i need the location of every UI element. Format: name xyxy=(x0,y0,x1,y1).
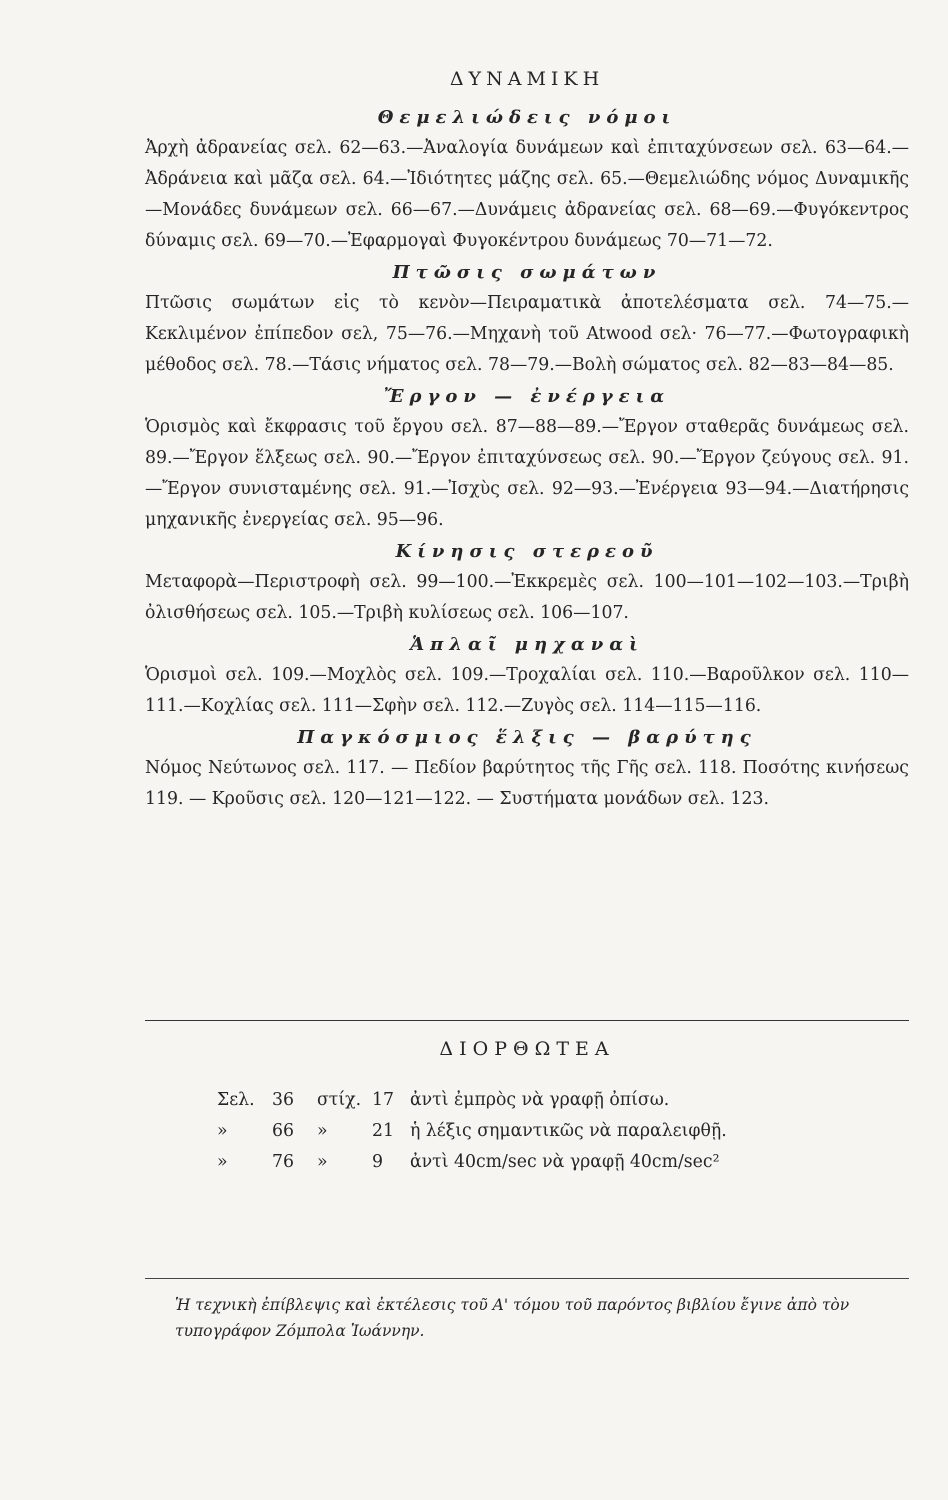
section-body: Μεταφορὰ—Περιστροφὴ σελ. 99—100.—Ἐκκρεμὲς σελ. 100—101—102—103.—Τριβὴ ὀλισθήσεως σελ. 105.—Τριβὴ κυλίσεως σελ. 106—107. xyxy=(145,572,909,623)
section-heading: Ἁπλαῖ μηχαναὶ xyxy=(410,634,644,655)
errata-page-label: » xyxy=(217,1152,228,1172)
section-heading: Θεμελιώδεις νόμοι xyxy=(377,107,677,128)
section-body: Ἀρχὴ ἀδρανείας σελ. 62—63.—Ἀναλογία δυνάμεων καὶ ἐπιταχύνσεων σελ. 63—64.—Ἀδράνεια καὶ μᾶζα σελ. 64.—Ἰδιότητες μάζης σελ. 65.—Θεμελιώδης νόμος Δυναμικῆς—Μονάδες δυνάμεων σελ. 66—67.—Δυνάμεις ἀδρανείας σελ. 68—69.—Φυγόκεντρος δύναμις σελ. 69—70.—Ἐφαρμογαὶ Φυγοκέντρου δυνάμεως 70—71—72. xyxy=(145,138,909,251)
errata-row xyxy=(217,1121,727,1152)
divider-rule xyxy=(145,1020,909,1021)
section-body: Νόμος Νεύτωνος σελ. 117. — Πεδίον βαρύτητος τῆς Γῆς σελ. 118. Ποσότης κινήσεως 119. — Κροῦσις σελ. 120—121—122. — Συστήματα μονάδων σελ. 123. xyxy=(145,758,909,809)
errata-table xyxy=(217,1090,727,1183)
contents-sections xyxy=(145,102,909,815)
errata-line-number: 17 xyxy=(372,1090,394,1110)
section-heading: Κίνησις στερεοῦ xyxy=(395,541,659,562)
errata-page-label: » xyxy=(217,1121,228,1141)
errata-line-label: στίχ. xyxy=(317,1090,362,1110)
section-heading: Ἔργον — ἐνέργεια xyxy=(383,386,671,407)
errata-page-number: 76 xyxy=(272,1152,294,1172)
section-body: Ὁρισμοὶ σελ. 109.—Μοχλὸς σελ. 109.—Τροχαλίαι σελ. 110.—Βαροῦλκον σελ. 110—111.—Κοχλίας σελ. 111—Σφὴν σελ. 112.—Ζυγὸς σελ. 114—115—116. xyxy=(145,665,909,716)
section-body: Ὁρισμὸς καὶ ἔκφρασις τοῦ ἔργου σελ. 87—88—89.—Ἔργον σταθερᾶς δυνάμεως σελ. 89.—Ἔργον ἕλξεως σελ. 90.—Ἔργον ἐπιταχύνσεως σελ. 90.—Ἔργον ζεύγους σελ. 91.—Ἔργον συνισταμένης σελ. 91.—Ἰσχὺς σελ. 92—93.—Ἐνέργεια 93—94.—Διατήρησις μηχανικῆς ἐνεργείας σελ. 95—96. xyxy=(145,417,909,530)
errata-correction: ἡ λέξις σημαντικῶς νὰ παραλειφθῇ. xyxy=(410,1121,727,1141)
section-body: Πτῶσις σωμάτων εἰς τὸ κενὸν—Πειραματικὰ ἀποτελέσματα σελ. 74—75.—Κεκλιμένον ἐπίπεδον σελ, 75—76.—Μηχανὴ τοῦ Atwood σελ· 76—77.—Φωτογραφικὴ μέθοδος σελ. 78.—Τάσις νήματος σελ. 78—79.—Βολὴ σώματος σελ. 82—83—84—85. xyxy=(145,293,909,375)
errata-correction: ἀντὶ 40cm/sec νὰ γραφῇ 40cm/sec² xyxy=(410,1152,720,1172)
errata-correction: ἀντὶ ἐμπρὸς νὰ γραφῇ ὀπίσω. xyxy=(410,1090,670,1110)
errata-title: ΔΙΟΡΘΩΤΕΑ xyxy=(439,1038,615,1060)
errata-row xyxy=(217,1152,727,1183)
errata-line-number: 21 xyxy=(372,1121,394,1141)
errata-row xyxy=(217,1090,727,1121)
errata-line-label: » xyxy=(317,1152,328,1172)
errata-page-label: Σελ. xyxy=(217,1090,255,1110)
section-heading: Παγκόσμιος ἕλξις — βαρύτης xyxy=(297,727,757,748)
section-heading: Πτῶσις σωμάτων xyxy=(392,262,662,283)
errata-line-label: » xyxy=(317,1121,328,1141)
divider-rule xyxy=(145,1278,909,1279)
errata-line-number: 9 xyxy=(372,1152,383,1172)
printer-credit: Ἡ τεχνικὴ ἐπίβλεψις καὶ ἐκτέλεσις τοῦ Α' τόμου τοῦ παρόντος βιβλίου ἔγινε ἀπὸ τὸν τυπογράφον Ζόμπολα Ἰωάννην. xyxy=(175,1296,850,1340)
errata-page-number: 66 xyxy=(272,1121,294,1141)
page-title: ΔΥΝΑΜΙΚΗ xyxy=(449,68,605,90)
errata-page-number: 36 xyxy=(272,1090,294,1110)
